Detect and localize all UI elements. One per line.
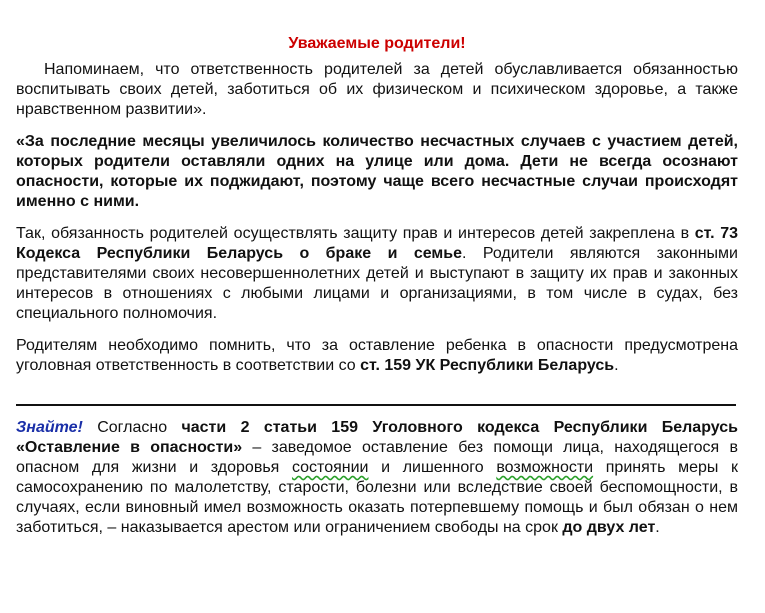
paragraph-reminder: Напоминаем, что ответственность родителей за детей обуславливается обязанностью воспитывать своих детей, заботиться об их физическом и психическом здоровье, а также нравственном развитии». bbox=[16, 61, 738, 118]
paragraph-know-text-1: Согласно bbox=[82, 419, 182, 436]
document-title: Уважаемые родители! bbox=[288, 35, 466, 52]
paragraph-know bbox=[16, 418, 738, 538]
horizontal-divider bbox=[16, 404, 736, 406]
article-159-reference: части 2 статьи 159 Уголовного кодекса Республики Беларусь «Оставление в опасности» bbox=[16, 419, 739, 456]
paragraph-know-text-4: принять меры к самосохранению по малолетству, старости, болезни или вследствие своей беспомощности, в случаях, если виновный имел возможность оказать потерпевшему помощь и был обязан о нем заботиться, – наказывается арестом или ограничением свободы на срок bbox=[16, 459, 739, 536]
spellcheck-word-state: состоянии bbox=[291, 459, 369, 476]
document-page bbox=[16, 0, 738, 538]
paragraph-criminal-liability-text-1: Родителям необходимо помнить, что за оставление ребенка в опасности предусмотрена уголовная ответственность в соответствии со bbox=[16, 337, 738, 374]
paragraph-know-text-2: – заведомое оставление без помощи лица, находящегося в опасном для жизни и здоровья bbox=[16, 439, 738, 476]
paragraph-parental-duty bbox=[16, 224, 738, 324]
paragraph-criminal-liability bbox=[16, 336, 738, 376]
paragraph-know-text-5: . bbox=[655, 519, 660, 536]
paragraph-parental-duty-text-2: . Родители являются законными представителями своих несовершеннолетних детей и выступают в защиту их прав и законных интересов в отношениях с любыми лицами и организациями, в том числе в судах, без специального полномочия. bbox=[16, 245, 738, 322]
paragraph-criminal-liability-text-2: . bbox=[614, 357, 619, 374]
family-code-reference: ст. 73 Кодекса Республики Беларусь о браке и семье bbox=[16, 225, 738, 262]
know-label: Знайте! bbox=[16, 419, 83, 436]
criminal-code-reference: ст. 159 УК Республики Беларусь bbox=[360, 357, 615, 374]
spellcheck-word-possibility: возможности bbox=[496, 459, 594, 476]
paragraph-parental-duty-text-1: Так, обязанность родителей осуществлять защиту прав и интересов детей закреплена в bbox=[16, 225, 695, 242]
paragraph-know-text-3: и лишенного bbox=[368, 459, 497, 476]
penalty-term: до двух лет bbox=[562, 519, 656, 536]
paragraph-accidents: «За последние месяцы увеличилось количество несчастных случаев с участием детей, которых родители оставляли одних на улице или дома. Дети не всегда осознают опасности, которые их поджидают, поэтому чаще всего несчастные случаи происходят именно с ними. bbox=[16, 133, 738, 210]
